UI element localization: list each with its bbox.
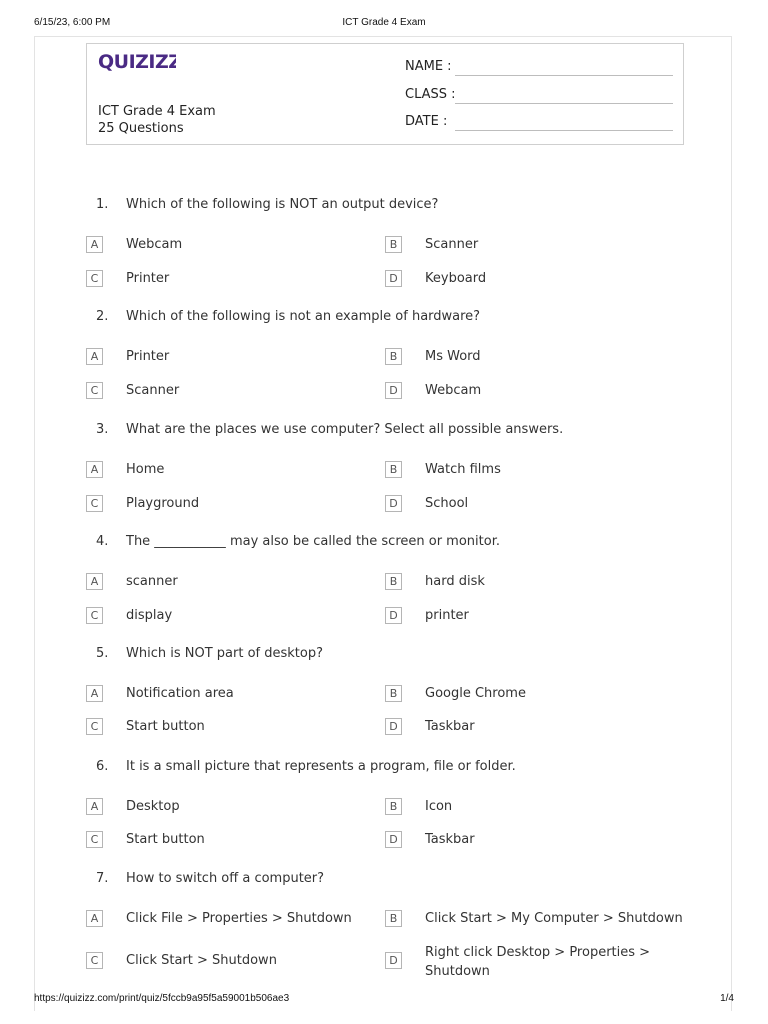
option-letter-box[interactable]: A — [86, 798, 103, 815]
exam-header-box — [86, 43, 684, 145]
option-text: Printer — [126, 271, 170, 286]
option-letter-box[interactable]: B — [385, 348, 402, 365]
option-letter-box[interactable]: D — [385, 607, 402, 624]
option-letter-box[interactable]: B — [385, 910, 402, 927]
svg-text:QUIZIZZ: QUIZIZZ — [98, 51, 176, 73]
option-text: Taskbar — [425, 719, 475, 734]
option-text: School — [425, 496, 469, 511]
question-number: 6. — [96, 759, 109, 774]
option-letter-box[interactable]: A — [86, 910, 103, 927]
option-text: Printer — [126, 349, 170, 364]
class-line[interactable] — [455, 103, 673, 104]
option-text: Taskbar — [425, 832, 475, 847]
option-letter-box[interactable]: A — [86, 461, 103, 478]
question-number: 2. — [96, 309, 109, 324]
question-text: Which of the following is NOT an output device? — [126, 197, 439, 212]
option-text: Icon — [425, 799, 453, 814]
option-letter-box[interactable]: C — [86, 607, 103, 624]
option-letter-box[interactable]: B — [385, 236, 402, 253]
question-text: What are the places we use computer? Select all possible answers. — [126, 422, 564, 437]
option-letter-box[interactable]: D — [385, 382, 402, 399]
page-number: 1/4 — [720, 993, 734, 1004]
option-text: Playground — [126, 496, 200, 511]
question-count: 25 Questions — [98, 121, 184, 136]
exam-title: ICT Grade 4 Exam — [98, 104, 216, 119]
option-letter-box[interactable]: C — [86, 952, 103, 969]
option-text: Scanner — [126, 383, 180, 398]
option-text: Home — [126, 462, 165, 477]
option-letter-box[interactable]: A — [86, 685, 103, 702]
question-text: It is a small picture that represents a program, file or folder. — [126, 759, 516, 774]
date-line[interactable] — [455, 130, 673, 131]
option-letter-box[interactable]: C — [86, 382, 103, 399]
option-text: Click Start > Shutdown — [126, 953, 277, 968]
option-letter-box[interactable]: A — [86, 348, 103, 365]
option-text: Watch films — [425, 462, 501, 477]
option-text: Scanner — [425, 237, 479, 252]
option-text: scanner — [126, 574, 178, 589]
option-letter-box[interactable]: A — [86, 573, 103, 590]
option-text: Click Start > My Computer > Shutdown — [425, 911, 683, 926]
question-text: Which is NOT part of desktop? — [126, 646, 323, 661]
option-text: Start button — [126, 832, 205, 847]
option-letter-box[interactable]: B — [385, 573, 402, 590]
question-text: Which of the following is not an example of hardware? — [126, 309, 481, 324]
class-field[interactable] — [405, 87, 456, 102]
print-url: https://quizizz.com/print/quiz/5fccb9a95f5a59001b506ae3 — [34, 993, 290, 1004]
option-text: Click File > Properties > Shutdown — [126, 911, 352, 926]
question-number: 5. — [96, 646, 109, 661]
option-text: Ms Word — [425, 349, 481, 364]
option-letter-box[interactable]: C — [86, 270, 103, 287]
question-number: 1. — [96, 197, 109, 212]
option-text: Right click Desktop > Properties > Shutdown — [425, 945, 651, 979]
quizizz-logo — [98, 50, 176, 79]
option-letter-box[interactable]: D — [385, 718, 402, 735]
question-number: 4. — [96, 534, 109, 549]
option-text: Webcam — [126, 237, 183, 252]
option-text: Notification area — [126, 686, 234, 701]
option-text: Desktop — [126, 799, 180, 814]
option-letter-box[interactable]: D — [385, 831, 402, 848]
option-letter-box[interactable]: C — [86, 495, 103, 512]
option-letter-box[interactable]: B — [385, 798, 402, 815]
option-letter-box[interactable]: B — [385, 461, 402, 478]
name-line[interactable] — [455, 75, 673, 76]
question-number: 3. — [96, 422, 109, 437]
date-label: DATE : — [405, 114, 448, 129]
question-text: How to switch off a computer? — [126, 871, 325, 886]
option-text: Keyboard — [425, 271, 487, 286]
option-letter-box[interactable]: A — [86, 236, 103, 253]
sheet-border — [34, 36, 732, 1011]
option-text: hard disk — [425, 574, 485, 589]
option-text: Webcam — [425, 383, 482, 398]
option-text: display — [126, 608, 173, 623]
print-title: ICT Grade 4 Exam — [342, 17, 426, 28]
question-text: The ___________ may also be called the screen or monitor. — [126, 534, 500, 549]
option-letter-box[interactable]: C — [86, 831, 103, 848]
option-letter-box[interactable]: D — [385, 495, 402, 512]
option-letter-box[interactable]: C — [86, 718, 103, 735]
class-label: CLASS : — [405, 87, 456, 102]
option-letter-box[interactable]: D — [385, 270, 402, 287]
option-text: Google Chrome — [425, 686, 526, 701]
name-label: NAME : — [405, 59, 452, 74]
question-number: 7. — [96, 871, 109, 886]
option-letter-box[interactable]: B — [385, 685, 402, 702]
date-field[interactable] — [405, 114, 447, 129]
quizizz-logo-mark — [98, 50, 176, 74]
option-text: printer — [425, 608, 469, 623]
option-text: Start button — [126, 719, 205, 734]
name-field[interactable] — [405, 59, 452, 74]
option-letter-box[interactable]: D — [385, 952, 402, 969]
print-footer — [34, 993, 734, 1004]
print-date: 6/15/23, 6:00 PM — [34, 17, 111, 28]
